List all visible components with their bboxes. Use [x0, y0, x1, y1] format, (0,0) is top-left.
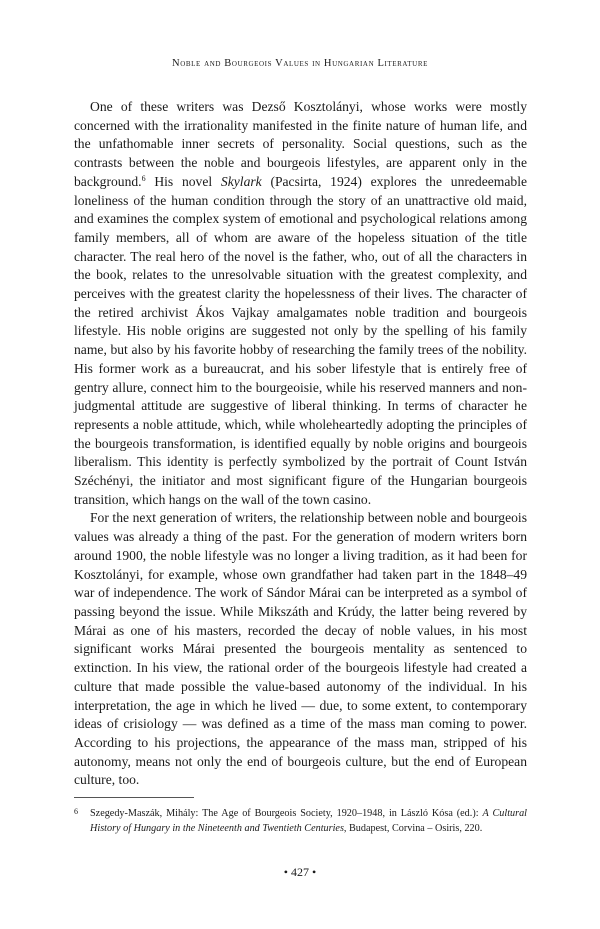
footnote-reference: 6 [141, 173, 146, 183]
book-title: A Cultural History of Hungary in the Nineteenth and Twentieth Centuries [90, 808, 528, 834]
footnote [74, 807, 527, 836]
footnote-citation: Szegedy-Maszák, Mihály: The Age of Bourgeois Society, 1920–1948, in László Kósa (ed.): [90, 808, 483, 819]
footnote-publisher: , Budapest, Corvina – Osiris, 220. [343, 822, 483, 834]
page-number: • 427 • [283, 865, 317, 879]
paragraph [74, 98, 527, 509]
paragraph-text: His novel [145, 173, 221, 189]
body-text [74, 98, 527, 790]
paragraph-text: (Pacsirta, 1924) explores the unredeemable loneliness of the human condition through the story of an unattractive old maid, and examines the complex system of emotional and psychological relations among family members, all of whom are aware of the hopeless situation of the title character. The real hero of the novel is the father, who, out of all the characters in the book, relates to the unresolvable situation with the greatest complexity, and perceives with the greatest clarity the hopelessness of their lives. The character of the retired archivist Ákos Vajkay amalgamates noble tradition and bourgeois lifestyle. His noble origins are suggested not only by the spelling of his family name, but also by his favorite hobby of researching the family trees of the nobility. His former work as a bureaucrat, and his sober lifestyle that is entirely free of gentry allure, connect him to the bourgeoisie, while his reserved manners and non-judgmental attitude are suggestive of liberal thinking. In terms of character he represents a noble attitude, which, while wholeheartedly adopting the principles of the bourgeois transformation, is identified equally by noble origins and bourgeois liberalism. This identity is perfectly symbolized by the portrait of Count István Széchényi, the initiator and most significant figure of the Hungarian bourgeois transition, which hangs on the wall of the town casino. [74, 173, 527, 507]
footnote-text [74, 807, 527, 836]
paragraph-text: One of these writers was Dezső Kosztolányi, whose works were mostly concerned with the irrationality manifested in the finite nature of human life, and the unfathomable inner secrets of personality. Social questions, such as the contrasts between the noble and bourgeois lifestyles, are apparent only in the background. [74, 99, 527, 189]
footnote-divider [74, 797, 194, 798]
paragraph: For the next generation of writers, the relationship between noble and bourgeois values was already a thing of the past. For the generation of modern writers born around 1900, the noble lifestyle was no longer a living tradition, as it had been for Kosztolányi, for example, whose own grandfather had taken part in the 1848–49 war of independence. The work of Sándor Márai can be interpreted as a symbol of passing beyond the issue. While Mikszáth and Krúdy, the latter being revered by Márai as one of his masters, recorded the decay of noble values, in his most significant works Márai presented the bourgeois mentality as sentenced to extinction. In his view, the rational order of the bourgeois lifestyle had created a culture that made possible the value-based autonomy of the individual. In his interpretation, the age in which he lived — due, to some extent, to contemporary ideas of crisiology — was defined as a time of the mass man coming to power. According to his projections, the appearance of the mass man, stripped of his autonomy, means not only the end of bourgeois culture, but the end of European culture, too. [74, 510, 527, 788]
running-head: Noble and Bourgeois Values in Hungarian Literature [172, 58, 428, 69]
novel-title: Skylark [220, 173, 262, 189]
footnote-mark: 6 [74, 807, 78, 816]
